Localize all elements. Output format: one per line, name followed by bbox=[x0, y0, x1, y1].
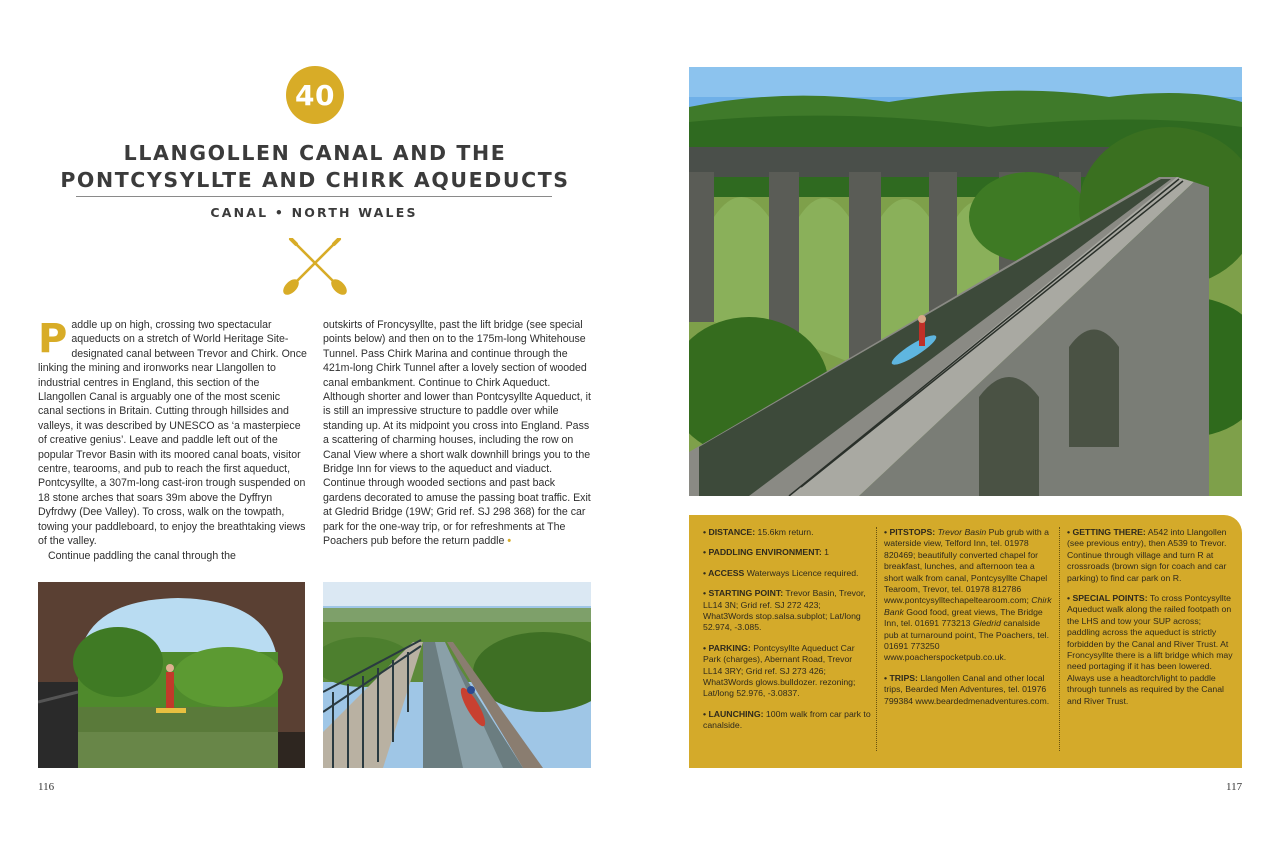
aqueduct-canoe-photo bbox=[323, 582, 591, 768]
info-parking: • PARKING: Pontcysyllte Aqueduct Car Park (charges), Abernant Road, Trevor LL14 3RY; Grid ref. SJ 273 426; What3Words glows.bulldozer. rezoning; Lat/long 52.976, -3.0837. bbox=[703, 642, 856, 699]
info-box bbox=[689, 515, 1242, 768]
info-launching: • LAUNCHING: 100m walk from car park to canalside. bbox=[703, 708, 871, 731]
info-trips: • TRIPS: Llangollen Canal and other local trips, Bearded Men Adventures, tel. 01976 799384 www.beardedmenadventures.com. bbox=[884, 672, 1050, 706]
title-divider bbox=[76, 196, 552, 197]
title-line-2: PONTCYSYLLTE AND CHIRK AQUEDUCTS bbox=[60, 168, 570, 192]
info-getting-there: • GETTING THERE: A542 into Llangollen (see previous entry), then A539 to Trevor. Continue through village and turn R at crossroads (brown sign for coach and car parking) to find car park on R. bbox=[1067, 527, 1227, 583]
page-title bbox=[60, 140, 570, 194]
info-column-1 bbox=[703, 527, 871, 741]
crossed-paddles-icon bbox=[282, 238, 348, 296]
intro-paragraph: addle up on high, crossing two spectacular aqueducts on a stretch of World Heritage Site-designated canal between Trevor and Chirk. Once linking the mining and ironworks near Llangollen to industrial centres in England, this section of the Llangollen Canal is arguably one of the most scenic canal sections in Britain. Cutting through hillsides and valleys, it was described by UNESCO as ‘a masterpiece of creative genius’. Leave and paddle left out of the popular Trevor Basin with its moored canal boats, visitor centre, tearooms, and pub to reach the first aqueduct, Pontcysyllte, a 307m-long cast-iron trough suspended on 18 stone arches that soars 39m above the Dyffryn Dyfrdwy (Dee Valley). To cross, walk on the towpath, towing your paddleboard, to enjoy the breathtaking views of the valley. bbox=[38, 319, 307, 548]
drop-cap: P bbox=[38, 316, 68, 362]
page-number-right: 117 bbox=[1226, 781, 1243, 793]
info-pitstops: • PITSTOPS: Trevor Basin Pub grub with a waterside view, Telford Inn, tel. 01978 820469; beautifully converted chapel for breakfast, lunches, and afternoon tea a short walk from canal, Pontcysyllte Chapel Tearoom, Trevor, tel. 01978 812786 www.pontcysylltechapeltearoom.com; Chirk Bank Good food, great views, The Bridge Inn, tel. 01691 773213 Gledrid canalside pub at turnaround point, The Poachers, tel. 01691 773250 www.poacherspocketpub.co.uk. bbox=[884, 527, 1052, 663]
body-column-1 bbox=[38, 318, 308, 563]
info-distance: • DISTANCE: 15.6km return. bbox=[703, 527, 814, 537]
end-mark: • bbox=[507, 535, 512, 548]
info-divider-2 bbox=[1059, 527, 1060, 751]
body-column-2 bbox=[323, 318, 593, 549]
info-access: • ACCESS Waterways Licence required. bbox=[703, 567, 859, 578]
continue-paragraph: Continue paddling the canal through the bbox=[48, 549, 236, 562]
route-paragraph: outskirts of Froncysyllte, past the lift bridge (see special points below) and then on to the 175m-long Whitehouse Tunnel. Pass Chirk Marina and continue through the 421m-long Chirk Tunnel after a lovely section of wooded canal embankment. Continue to Chirk Aqueduct. Although shorter and lower than Pontcysyllte Aqueduct, it is still an impressive structure to paddle over while standing up. At its midpoint you cross into England. Pass a scattering of charming houses, including the row on Canal View where a short walk downhill brings you to the Bridge Inn for views to the aqueduct and viaduct. Continue through wooded sections and past back gardens decorated to amuse the passing boat traffic. Exit at Gledrid Bridge (19W; Grid ref. SJ 298 368) for the car park for the one-way trip, or for refreshments at The Poachers pub before the return paddle bbox=[323, 319, 591, 548]
info-starting-point: • STARTING POINT: Trevor Basin, Trevor, LL14 3N; Grid ref. SJ 272 423; What3Words stop.salsa.subplot; Lat/long 52.974, -3.085. bbox=[703, 588, 866, 633]
info-paddling-environment: • PADDLING ENVIRONMENT: 1 bbox=[703, 547, 829, 558]
info-column-2 bbox=[884, 527, 1054, 716]
route-number-badge: 40 bbox=[286, 66, 344, 124]
page-number-left: 116 bbox=[38, 781, 55, 793]
info-special-points: • SPECIAL POINTS: To cross Pontcysyllte Aqueduct walk along the railed footpath on the LHS and tow your SUP across; paddling across the aqueduct is strictly forbidden by the Canal and River Trust. At Froncysyllte there is a lift bridge which may need portaging if it has been lowered. Always use a headtorch/light to paddle through tunnels as required by the Canal and River Trust. bbox=[1067, 593, 1233, 706]
tunnel-photo bbox=[38, 582, 305, 768]
info-column-3 bbox=[1067, 527, 1233, 716]
page-subtitle: CANAL • NORTH WALES bbox=[210, 205, 418, 220]
main-aqueduct-photo bbox=[689, 67, 1242, 496]
title-line-1: LLANGOLLEN CANAL AND THE bbox=[123, 141, 507, 165]
info-divider-1 bbox=[876, 527, 877, 751]
